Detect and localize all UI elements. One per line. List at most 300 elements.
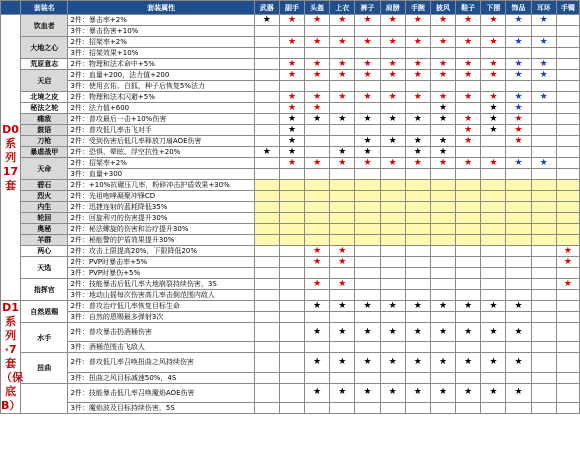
star-icon: ★ xyxy=(363,300,372,311)
slot-cell xyxy=(405,213,430,224)
slot-cell xyxy=(330,403,355,414)
slot-cell xyxy=(481,15,506,26)
slot-cell xyxy=(380,342,405,353)
slot-cell xyxy=(456,268,481,279)
star-icon: ★ xyxy=(413,387,422,398)
slot-cell xyxy=(531,15,556,26)
slot-cell xyxy=(305,353,330,372)
star-icon: ★ xyxy=(287,146,297,157)
slot-cell xyxy=(405,290,430,301)
slot-cell xyxy=(254,191,279,202)
slot-cell xyxy=(380,202,405,213)
slot-cell xyxy=(355,136,380,147)
slot-cell xyxy=(355,342,380,353)
slot-cell xyxy=(355,353,380,372)
star-icon: ★ xyxy=(363,135,372,146)
slot-cell xyxy=(506,48,531,59)
star-icon: ★ xyxy=(413,113,422,124)
star-icon: ★ xyxy=(338,58,347,69)
star-icon: ★ xyxy=(338,157,347,168)
slot-cell xyxy=(254,169,279,180)
slot-cell xyxy=(380,290,405,301)
slot-cell xyxy=(355,103,380,114)
slot-cell xyxy=(481,224,506,235)
slot-cell xyxy=(380,268,405,279)
slot-cell xyxy=(506,81,531,92)
slot-cell xyxy=(380,279,405,290)
slot-cell xyxy=(531,342,556,353)
slot-cell xyxy=(405,301,430,312)
slot-cell xyxy=(531,213,556,224)
set-bonus-cell: 2件：PVP时暴击率+5% xyxy=(68,257,254,268)
slot-cell xyxy=(506,191,531,202)
slot-cell xyxy=(305,26,330,37)
slot-cell xyxy=(330,26,355,37)
slot-cell xyxy=(531,180,556,191)
slot-cell xyxy=(355,158,380,169)
star-icon: ★ xyxy=(514,69,523,80)
star-icon: ★ xyxy=(287,113,297,124)
star-icon: ★ xyxy=(363,36,372,47)
table-row xyxy=(1,403,580,414)
star-icon: ★ xyxy=(489,36,498,47)
star-icon: ★ xyxy=(514,58,523,69)
slot-cell xyxy=(430,383,455,402)
slot-cell xyxy=(556,246,579,257)
slot-cell xyxy=(430,246,455,257)
star-icon: ★ xyxy=(338,14,347,25)
star-icon: ★ xyxy=(539,14,548,25)
slot-cell xyxy=(405,169,430,180)
slot-cell xyxy=(456,125,481,136)
slot-cell xyxy=(556,180,579,191)
slot-cell xyxy=(305,147,330,158)
slot-cell xyxy=(305,114,330,125)
slot-cell xyxy=(481,342,506,353)
star-icon: ★ xyxy=(438,91,448,102)
table-row xyxy=(1,213,580,224)
slot-cell xyxy=(481,125,506,136)
slot-cell xyxy=(355,383,380,402)
star-icon: ★ xyxy=(464,58,473,69)
slot-cell xyxy=(279,372,304,383)
slot-cell xyxy=(355,92,380,103)
slot-cell xyxy=(254,279,279,290)
star-icon: ★ xyxy=(489,58,498,69)
table-row xyxy=(1,290,580,301)
slot-cell xyxy=(456,353,481,372)
star-icon: ★ xyxy=(539,157,548,168)
slot-cell xyxy=(556,257,579,268)
slot-cell xyxy=(481,26,506,37)
slot-cell xyxy=(531,353,556,372)
slot-cell xyxy=(481,37,506,48)
slot-cell xyxy=(531,169,556,180)
slot-cell xyxy=(456,136,481,147)
slot-cell xyxy=(254,37,279,48)
set-bonus-cell: 3件：自然的恩赐最多弹射3次 xyxy=(68,312,254,323)
slot-cell xyxy=(481,136,506,147)
slot-cell xyxy=(279,158,304,169)
slot-cell xyxy=(330,125,355,136)
star-icon: ★ xyxy=(413,356,422,367)
slot-cell xyxy=(254,81,279,92)
slot-cell xyxy=(330,312,355,323)
slot-cell xyxy=(305,180,330,191)
set-bonus-cell: 2件：回旋利刃的伤害提升30% xyxy=(68,213,254,224)
star-icon: ★ xyxy=(438,113,448,124)
slot-cell xyxy=(531,323,556,342)
header-pants: 裤子 xyxy=(355,1,380,15)
slot-cell xyxy=(355,235,380,246)
slot-cell xyxy=(330,15,355,26)
slot-cell xyxy=(405,342,430,353)
slot-cell xyxy=(305,383,330,402)
set-bonus-cell: 3件：使用玄佑、白狐，种子后恢复5%法力 xyxy=(68,81,254,92)
slot-cell xyxy=(305,342,330,353)
star-icon: ★ xyxy=(489,91,498,102)
set-name-cell: 暴虐战甲 xyxy=(21,147,68,158)
set-bonus-cell: 2件：技能暴击后低几率大地崩裂持续伤害，3S xyxy=(68,279,254,290)
slot-cell xyxy=(330,235,355,246)
star-icon: ★ xyxy=(489,124,498,135)
star-icon: ★ xyxy=(514,113,523,124)
slot-cell xyxy=(405,323,430,342)
star-icon: ★ xyxy=(313,278,322,289)
slot-cell xyxy=(556,92,579,103)
star-icon: ★ xyxy=(489,300,498,311)
star-icon: ★ xyxy=(413,146,422,157)
slot-cell xyxy=(405,59,430,70)
slot-cell xyxy=(556,147,579,158)
table-row xyxy=(1,147,580,158)
slot-cell xyxy=(254,372,279,383)
slot-cell xyxy=(355,290,380,301)
star-icon: ★ xyxy=(313,157,322,168)
slot-cell xyxy=(279,81,304,92)
star-icon: ★ xyxy=(464,326,473,337)
slot-cell xyxy=(330,268,355,279)
slot-cell xyxy=(531,224,556,235)
slot-cell xyxy=(380,158,405,169)
table-row xyxy=(1,202,580,213)
slot-cell xyxy=(531,37,556,48)
slot-cell xyxy=(330,59,355,70)
slot-cell xyxy=(531,290,556,301)
slot-cell xyxy=(279,235,304,246)
slot-cell xyxy=(330,158,355,169)
star-icon: ★ xyxy=(388,69,397,80)
star-icon: ★ xyxy=(413,326,422,337)
slot-cell xyxy=(405,372,430,383)
star-icon: ★ xyxy=(313,256,322,267)
slot-cell xyxy=(506,92,531,103)
slot-cell xyxy=(380,372,405,383)
star-icon: ★ xyxy=(438,102,448,113)
star-icon: ★ xyxy=(539,58,548,69)
slot-cell xyxy=(355,213,380,224)
slot-cell xyxy=(380,312,405,323)
table-row xyxy=(1,191,580,202)
table-row xyxy=(1,383,580,402)
star-icon: ★ xyxy=(438,36,448,47)
slot-cell xyxy=(556,301,579,312)
slot-cell xyxy=(330,290,355,301)
slot-cell xyxy=(456,312,481,323)
slot-cell xyxy=(531,158,556,169)
slot-cell xyxy=(531,70,556,81)
slot-cell xyxy=(405,147,430,158)
slot-cell xyxy=(330,114,355,125)
slot-cell xyxy=(279,103,304,114)
slot-cell xyxy=(506,114,531,125)
slot-cell xyxy=(430,290,455,301)
slot-cell xyxy=(355,15,380,26)
header-set-attr: 套装属性 xyxy=(68,1,254,15)
set-name-cell: 指挥官 xyxy=(21,279,68,301)
slot-cell xyxy=(531,268,556,279)
slot-cell xyxy=(405,202,430,213)
slot-cell xyxy=(305,103,330,114)
slot-cell xyxy=(430,15,455,26)
slot-cell xyxy=(405,136,430,147)
slot-cell xyxy=(380,246,405,257)
slot-cell xyxy=(430,403,455,414)
slot-cell xyxy=(430,169,455,180)
slot-cell xyxy=(279,15,304,26)
table-row xyxy=(1,224,580,235)
star-icon: ★ xyxy=(388,356,397,367)
header-earring: 耳环 xyxy=(531,1,556,15)
slot-cell xyxy=(355,59,380,70)
slot-cell xyxy=(380,114,405,125)
slot-cell xyxy=(456,202,481,213)
table-row xyxy=(1,257,580,268)
slot-cell xyxy=(254,147,279,158)
star-icon: ★ xyxy=(313,102,322,113)
slot-cell xyxy=(380,353,405,372)
star-icon: ★ xyxy=(464,91,473,102)
slot-cell xyxy=(531,191,556,202)
slot-cell xyxy=(330,323,355,342)
slot-cell xyxy=(330,353,355,372)
set-bonus-cell: 2件：+10%抗碾压几率，粉碎冲击护盾效果+30% xyxy=(68,180,254,191)
slot-cell xyxy=(556,59,579,70)
slot-cell xyxy=(330,92,355,103)
slot-cell xyxy=(456,180,481,191)
slot-cell xyxy=(456,279,481,290)
slot-cell xyxy=(456,191,481,202)
slot-cell xyxy=(254,323,279,342)
slot-cell xyxy=(481,114,506,125)
slot-cell xyxy=(456,48,481,59)
slot-cell xyxy=(305,213,330,224)
slot-cell xyxy=(330,169,355,180)
slot-cell xyxy=(380,191,405,202)
slot-cell xyxy=(279,383,304,402)
table-row xyxy=(1,372,580,383)
slot-cell xyxy=(380,103,405,114)
slot-cell xyxy=(330,202,355,213)
slot-cell xyxy=(380,125,405,136)
slot-cell xyxy=(380,213,405,224)
star-icon: ★ xyxy=(313,326,322,337)
slot-cell xyxy=(556,213,579,224)
slot-cell xyxy=(279,213,304,224)
star-icon: ★ xyxy=(287,58,297,69)
star-icon: ★ xyxy=(363,387,372,398)
slot-cell xyxy=(405,37,430,48)
table-row xyxy=(1,15,580,26)
slot-cell xyxy=(506,180,531,191)
slot-cell xyxy=(481,372,506,383)
star-icon: ★ xyxy=(563,278,572,289)
slot-cell xyxy=(430,312,455,323)
slot-cell xyxy=(430,81,455,92)
table-row xyxy=(1,92,580,103)
slot-cell xyxy=(531,136,556,147)
star-icon: ★ xyxy=(464,36,473,47)
set-bonus-cell: 3件：魔焰波及目标持续伤害，5S xyxy=(68,403,254,414)
slot-cell xyxy=(481,70,506,81)
star-icon: ★ xyxy=(388,326,397,337)
slot-cell xyxy=(405,48,430,59)
slot-cell xyxy=(506,383,531,402)
slot-cell xyxy=(506,246,531,257)
slot-cell xyxy=(305,312,330,323)
star-icon: ★ xyxy=(489,69,498,80)
slot-cell xyxy=(305,403,330,414)
slot-cell xyxy=(456,235,481,246)
slot-cell xyxy=(556,169,579,180)
table-row xyxy=(1,323,580,342)
star-icon: ★ xyxy=(489,387,498,398)
slot-cell xyxy=(330,147,355,158)
slot-cell xyxy=(481,59,506,70)
series-group-label: D1系列·7套（保底B） xyxy=(1,301,23,412)
slot-cell xyxy=(279,59,304,70)
star-icon: ★ xyxy=(464,124,473,135)
slot-cell xyxy=(481,383,506,402)
slot-cell xyxy=(330,103,355,114)
star-icon: ★ xyxy=(313,58,322,69)
table-row xyxy=(1,279,580,290)
set-name-cell: 刀枪 xyxy=(21,136,68,147)
slot-cell xyxy=(380,48,405,59)
slot-cell xyxy=(430,224,455,235)
star-icon: ★ xyxy=(313,300,322,311)
header-shoes: 鞋子 xyxy=(456,1,481,15)
slot-cell xyxy=(405,403,430,414)
slot-cell xyxy=(305,136,330,147)
slot-cell xyxy=(531,103,556,114)
slot-cell xyxy=(556,81,579,92)
slot-cell xyxy=(556,37,579,48)
slot-cell xyxy=(355,37,380,48)
slot-cell xyxy=(506,312,531,323)
star-icon: ★ xyxy=(514,135,523,146)
slot-cell xyxy=(405,125,430,136)
slot-cell xyxy=(254,103,279,114)
slot-cell xyxy=(456,15,481,26)
header-shoulder: 肩膀 xyxy=(380,1,405,15)
slot-cell xyxy=(531,383,556,402)
slot-cell xyxy=(279,268,304,279)
slot-cell xyxy=(355,191,380,202)
slot-cell xyxy=(254,257,279,268)
slot-cell xyxy=(556,383,579,402)
star-icon: ★ xyxy=(313,91,322,102)
slot-cell xyxy=(405,312,430,323)
slot-cell xyxy=(380,383,405,402)
star-icon: ★ xyxy=(363,14,372,25)
slot-cell xyxy=(405,92,430,103)
slot-cell xyxy=(380,59,405,70)
slot-cell xyxy=(506,158,531,169)
slot-cell xyxy=(456,372,481,383)
star-icon: ★ xyxy=(338,245,347,256)
slot-cell xyxy=(556,125,579,136)
slot-cell xyxy=(506,103,531,114)
set-name-cell: 轮回 xyxy=(21,213,68,224)
slot-cell xyxy=(506,290,531,301)
slot-cell xyxy=(305,15,330,26)
slot-cell xyxy=(305,224,330,235)
slot-cell xyxy=(330,372,355,383)
slot-cell xyxy=(531,301,556,312)
slot-cell xyxy=(254,235,279,246)
slot-cell xyxy=(481,268,506,279)
slot-cell xyxy=(305,191,330,202)
slot-cell xyxy=(506,169,531,180)
star-icon: ★ xyxy=(338,36,347,47)
slot-cell xyxy=(531,81,556,92)
set-name-cell: 奥秘 xyxy=(21,224,68,235)
table-row xyxy=(1,301,580,312)
slot-cell xyxy=(556,191,579,202)
slot-cell xyxy=(279,224,304,235)
slot-cell xyxy=(481,279,506,290)
star-icon: ★ xyxy=(388,91,397,102)
set-bonus-cell: 2件：物理和法术命中+5% xyxy=(68,59,254,70)
slot-cell xyxy=(430,257,455,268)
slot-cell xyxy=(506,202,531,213)
star-icon: ★ xyxy=(438,326,448,337)
slot-cell xyxy=(481,312,506,323)
slot-cell xyxy=(481,103,506,114)
star-icon: ★ xyxy=(514,300,523,311)
slot-cell xyxy=(405,191,430,202)
slot-cell xyxy=(355,246,380,257)
star-icon: ★ xyxy=(338,69,347,80)
slot-cell xyxy=(380,147,405,158)
slot-cell xyxy=(456,257,481,268)
slot-cell xyxy=(305,48,330,59)
star-icon: ★ xyxy=(287,91,297,102)
slot-cell xyxy=(481,180,506,191)
slot-cell xyxy=(481,235,506,246)
set-name-cell: 痛敌 xyxy=(21,114,68,125)
slot-cell xyxy=(506,279,531,290)
star-icon: ★ xyxy=(413,36,422,47)
slot-cell xyxy=(506,136,531,147)
slot-cell xyxy=(506,224,531,235)
slot-cell xyxy=(279,180,304,191)
star-icon: ★ xyxy=(489,356,498,367)
slot-cell xyxy=(531,372,556,383)
set-bonus-cell: 2件：秘法螺旋的伤害和治疗提升30% xyxy=(68,224,254,235)
slot-cell xyxy=(456,147,481,158)
